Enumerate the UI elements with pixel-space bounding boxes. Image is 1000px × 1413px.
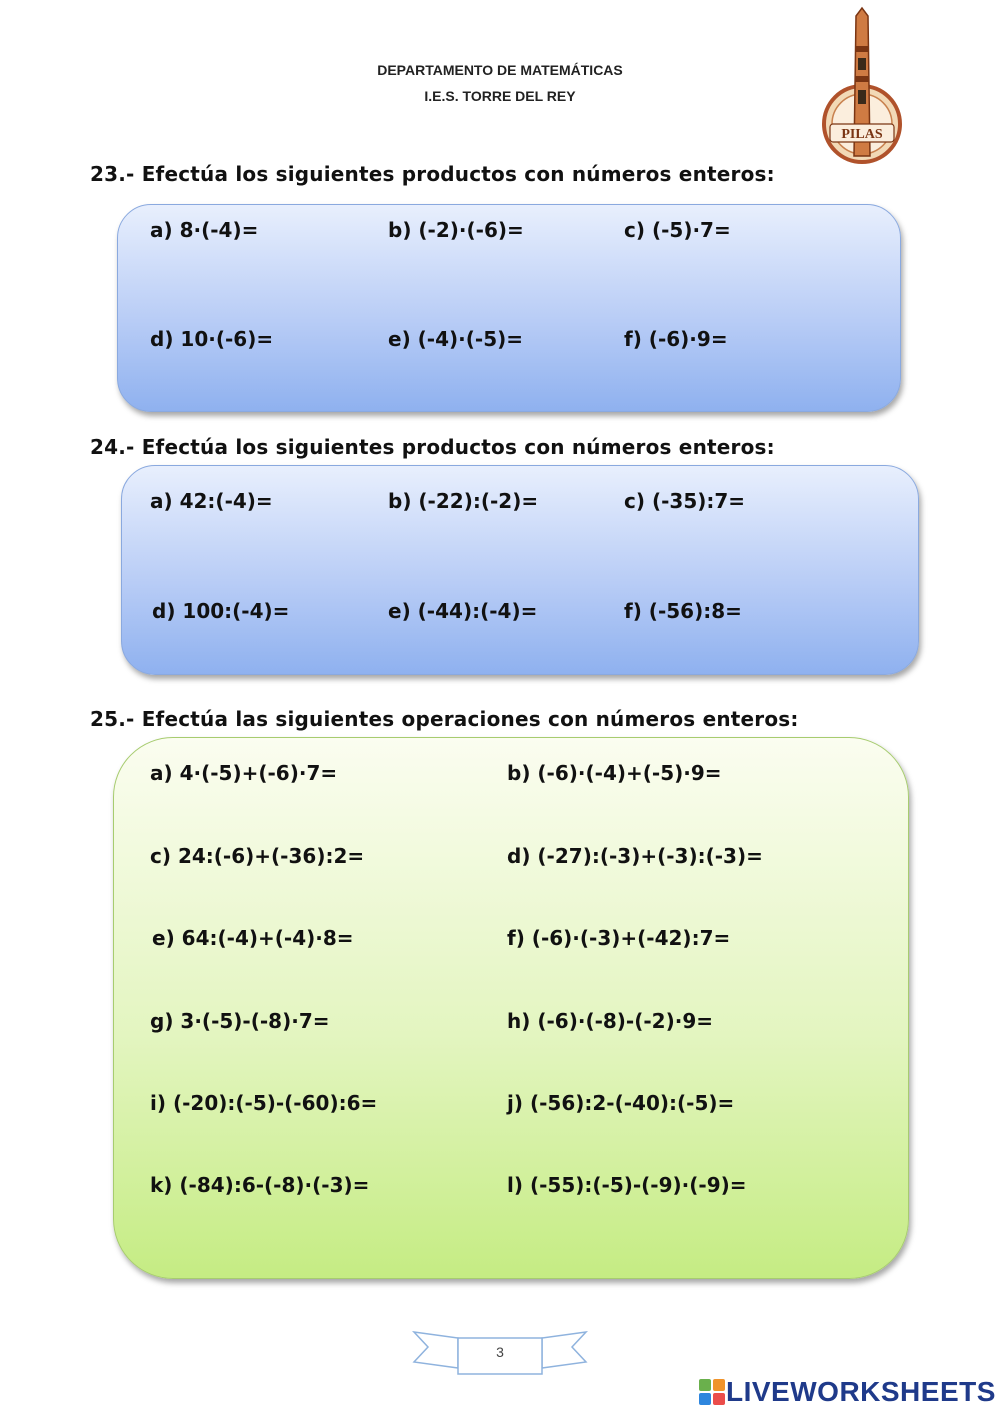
page-number: 3 — [496, 1344, 504, 1360]
department-header: DEPARTAMENTO DE MATEMÁTICAS — [377, 62, 623, 78]
q25-item-k: k) (-84):6-(-8)·(-3)= — [150, 1173, 370, 1197]
liveworksheets-logo-icon — [698, 1378, 726, 1406]
q23-item-e: e) (-4)·(-5)= — [388, 327, 524, 351]
liveworksheets-brand: LIVEWORKSHEETS — [726, 1376, 996, 1407]
question-25-box — [113, 737, 909, 1279]
question-25-title: 25.- Efectúa las siguientes operaciones con números enteros: — [90, 707, 799, 731]
q25-item-l: l) (-55):(-5)-(-9)·(-9)= — [507, 1173, 747, 1197]
q23-item-b: b) (-2)·(-6)= — [388, 218, 524, 242]
q25-item-d: d) (-27):(-3)+(-3):(-3)= — [507, 844, 763, 868]
q23-item-c: c) (-5)·7= — [624, 218, 731, 242]
question-23-title: 23.- Efectúa los siguientes productos con números enteros: — [90, 162, 775, 186]
q24-item-b: b) (-22):(-2)= — [388, 489, 539, 513]
q23-item-f: f) (-6)·9= — [624, 327, 728, 351]
q25-item-a: a) 4·(-5)+(-6)·7= — [150, 761, 338, 785]
q25-item-g: g) 3·(-5)-(-8)·7= — [150, 1009, 330, 1033]
q25-item-i: i) (-20):(-5)-(-60):6= — [150, 1091, 378, 1115]
q23-item-a: a) 8·(-4)= — [150, 218, 259, 242]
school-logo — [812, 6, 912, 166]
q24-item-d: d) 100:(-4)= — [152, 599, 290, 623]
q25-item-c: c) 24:(-6)+(-36):2= — [150, 844, 365, 868]
q24-item-c: c) (-35):7= — [624, 489, 746, 513]
q24-item-a: a) 42:(-4)= — [150, 489, 273, 513]
q24-item-e: e) (-44):(-4)= — [388, 599, 538, 623]
q25-item-h: h) (-6)·(-8)-(-2)·9= — [507, 1009, 714, 1033]
question-24-title: 24.- Efectúa los siguientes productos con números enteros: — [90, 435, 775, 459]
q25-item-j: j) (-56):2-(-40):(-5)= — [507, 1091, 735, 1115]
q25-item-b: b) (-6)·(-4)+(-5)·9= — [507, 761, 722, 785]
school-header: I.E.S. TORRE DEL REY — [424, 88, 576, 104]
q24-item-f: f) (-56):8= — [624, 599, 742, 623]
q25-item-e: e) 64:(-4)+(-4)·8= — [152, 926, 354, 950]
q25-item-f: f) (-6)·(-3)+(-42):7= — [507, 926, 731, 950]
logo-text: PILAS — [841, 127, 883, 142]
q23-item-d: d) 10·(-6)= — [150, 327, 274, 351]
